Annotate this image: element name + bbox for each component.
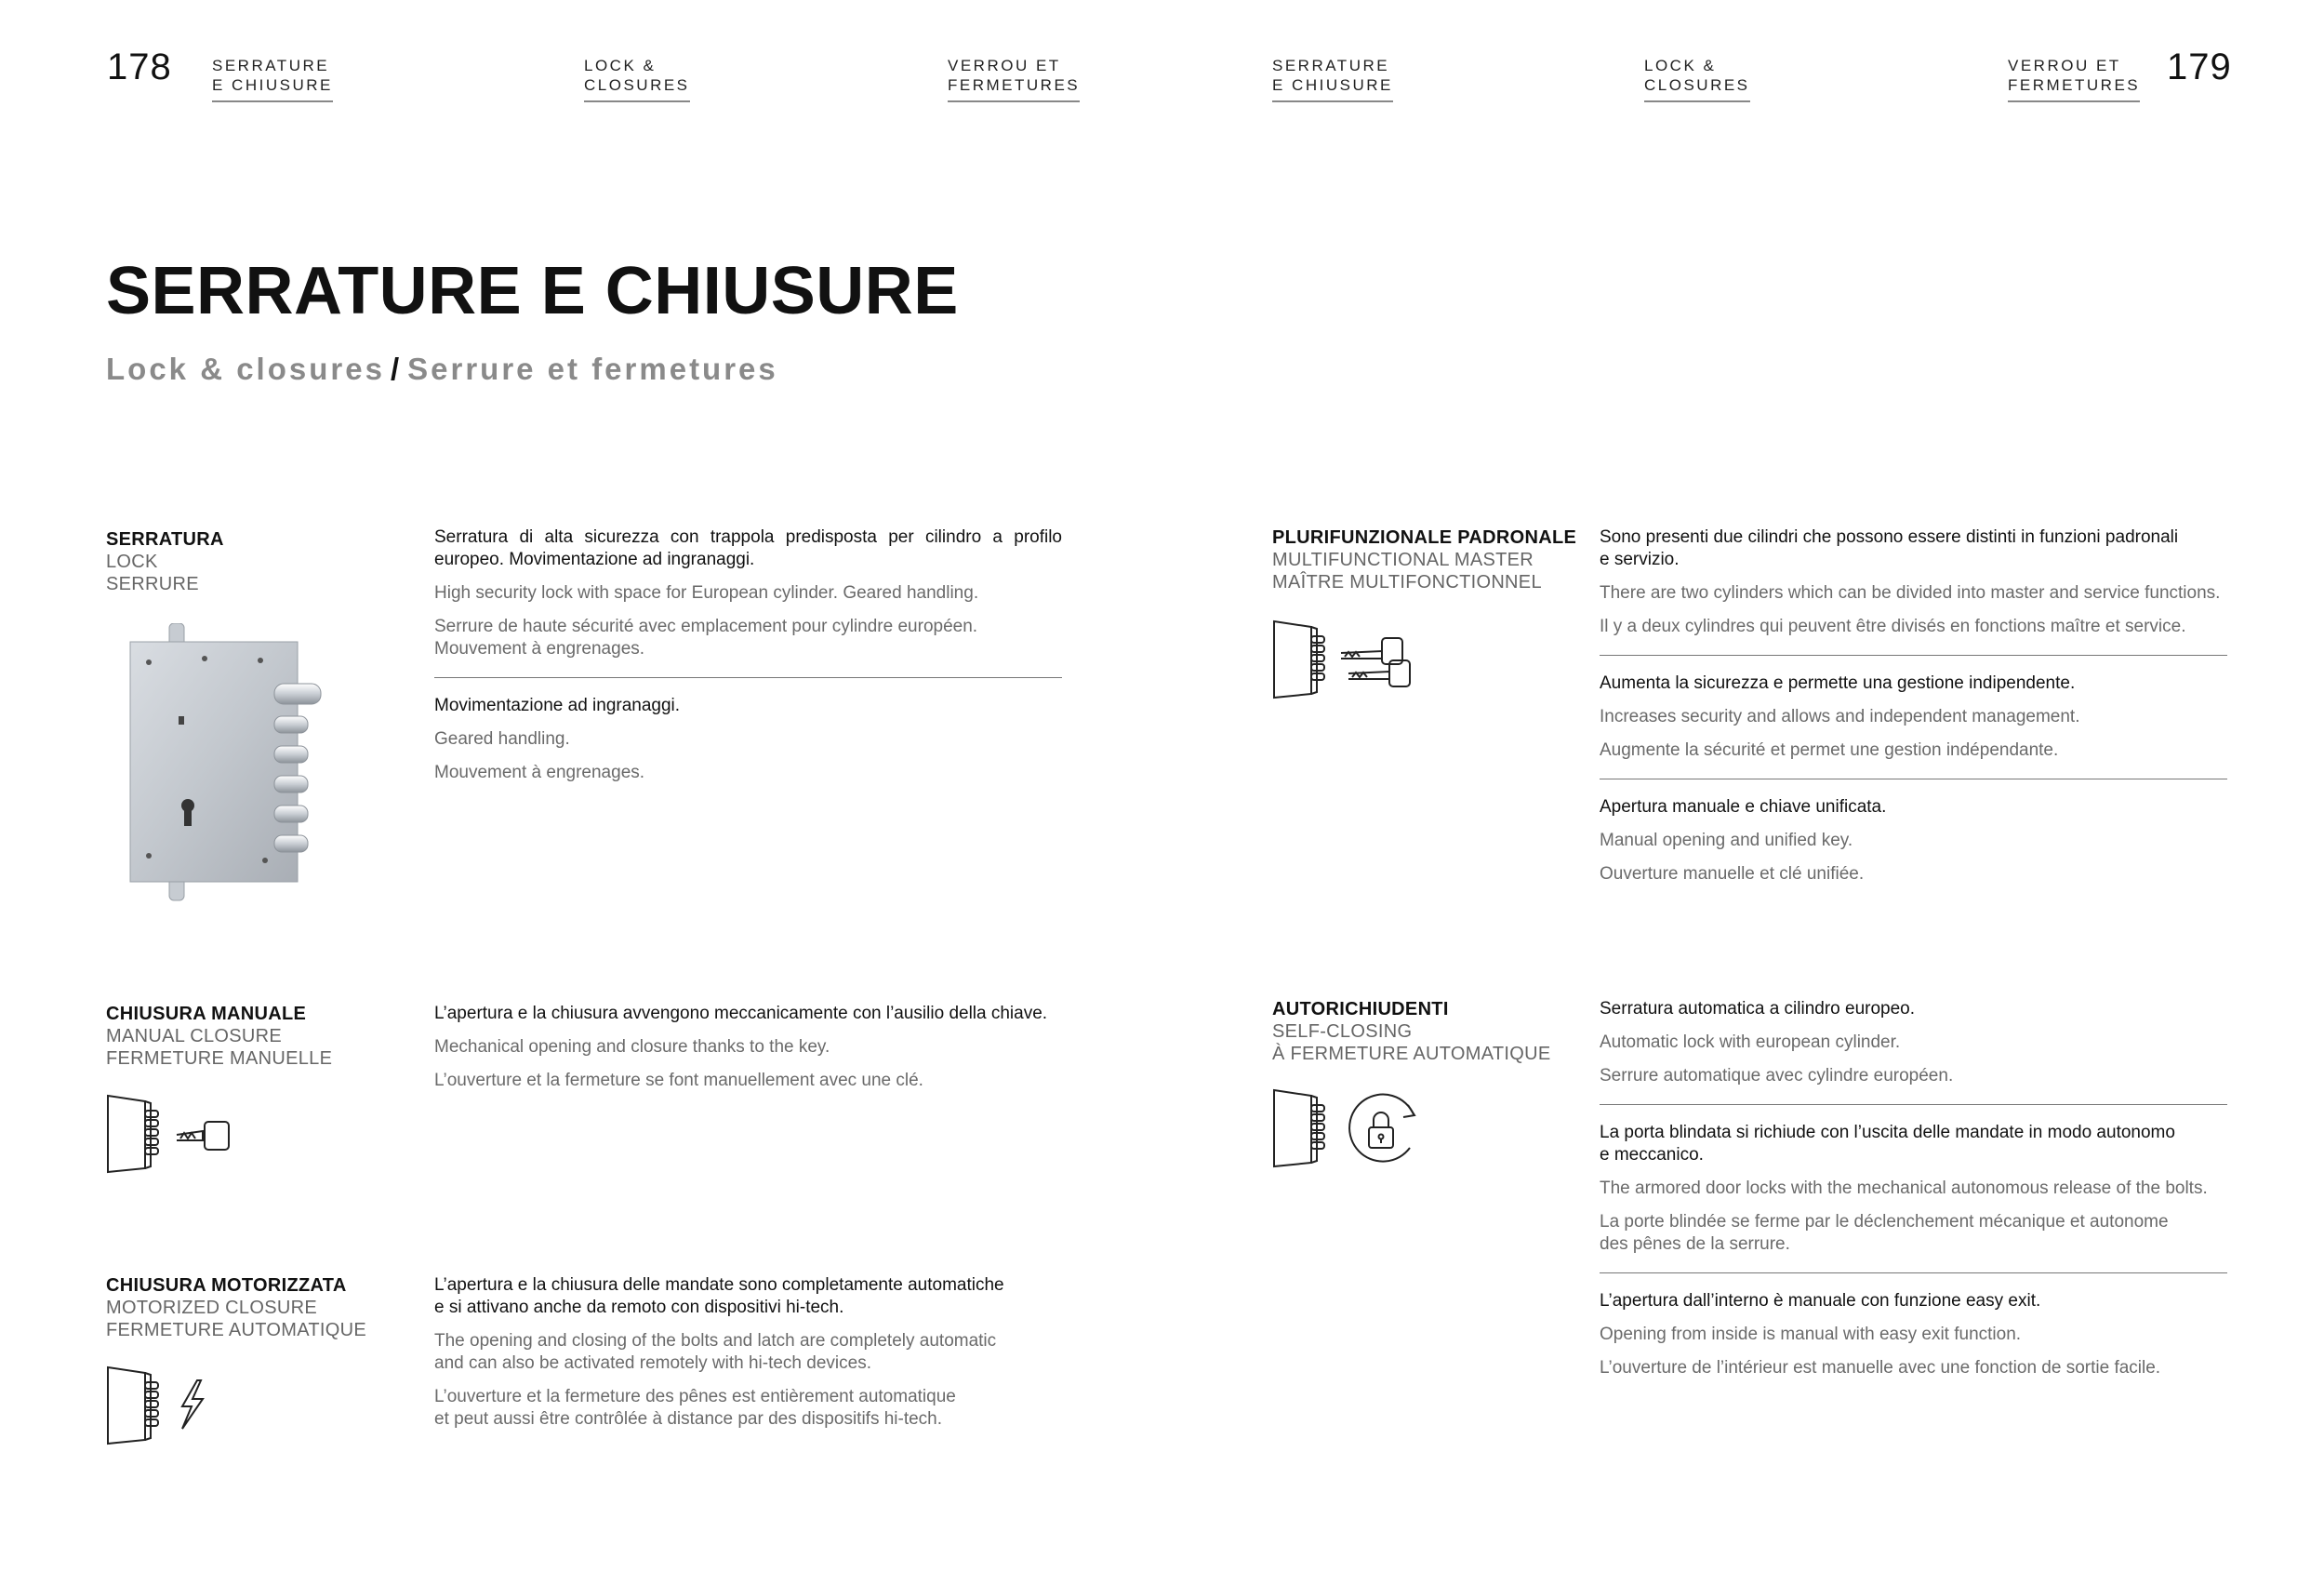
page-subtitle: Lock & closures / Serrure et fermetures — [106, 352, 778, 386]
serratura-label: SERRATURA LOCK SERRURE — [106, 529, 224, 594]
lock-product-image — [112, 623, 363, 902]
nav-link-verrou-left[interactable]: VERROU ET FERMETURES — [948, 56, 1080, 102]
self-closing-padlock-icon — [1270, 1086, 1428, 1170]
chiusura-motorizzata-text: L’apertura e la chiusura delle mandate sono completamente automatiche e si attivano anche da remoto con dispositivi hi-tech. The opening and closing of the bolts and latch are completely automatic and can also be activated remotely with hi-tech devices. L’ouverture et la fermeture des pênes est entièrement automatique et peut aussi être contrôlée à distance par des dispositifs hi-tech. — [434, 1275, 1004, 1429]
nav-link-lock-left[interactable]: LOCK & CLOSURES — [584, 56, 690, 102]
chiusura-motorizzata-label: CHIUSURA MOTORIZZATA MOTORIZED CLOSURE FERMETURE AUTOMATIQUE — [106, 1275, 367, 1340]
nav-link-serrature-left[interactable]: SERRATURE E CHIUSURE — [212, 56, 333, 102]
autorichiudenti-label: AUTORICHIUDENTI SELF-CLOSING À FERMETURE AUTOMATIQUE — [1272, 999, 1551, 1064]
nav-link-serrature-right[interactable]: SERRATURE E CHIUSURE — [1272, 56, 1393, 102]
plurifunzionale-label: PLURIFUNZIONALE PADRONALE MULTIFUNCTIONAL MASTER MAÎTRE MULTIFONCTIONNEL — [1272, 527, 1577, 593]
nav-link-verrou-right[interactable]: VERROU ET FERMETURES — [2008, 56, 2140, 102]
serratura-text: Serratura di alta sicurezza con trappola predisposta per cilindro a profilo europeo. Movimentazione ad ingranaggi. High security lock with space for European cylinder. Geared handling. Serrure de haute sécurité avec emplacement pour cylindre européen. Mouvement à engrenages. Movimentazione ad ingranaggi. Geared handling. Mouvement à engrenages. — [434, 527, 1062, 782]
nav-link-lock-right[interactable]: LOCK & CLOSURES — [1644, 56, 1750, 102]
autorichiudenti-text: Serratura automatica a cilindro europeo. Automatic lock with european cylinder. Serrure automatique avec cylindre européen. La porta blindata si richiude con l’uscita delle mandate in modo autonomo e meccanico. The armored door locks with the mechanical autonomous release of the bolts. La porte blindée se ferme par le déclenchement mécanique et autonome des pênes de la serrure. L’apertura dall’interno è manuale con funzione easy exit. Opening from inside is manual with easy exit function. L’ouverture de l’intérieur est manuelle avec une fonction de sortie facile. — [1600, 998, 2227, 1396]
page-number-right: 179 — [2167, 47, 2232, 87]
page-title: SERRATURE E CHIUSURE — [106, 254, 959, 328]
chiusura-manuale-label: CHIUSURA MANUALE MANUAL CLOSURE FERMETURE MANUELLE — [106, 1004, 333, 1069]
plurifunzionale-text: Sono presenti due cilindri che possono essere distinti in funzioni padronali e servizio. There are two cylinders which can be divided into master and service functions. Il y a deux cylindres qui peuvent être divisés en fonctions maître et service. Aumenta la sicurezza e permette una gestione indipendente. Increases security and allows and independent management. Augmente la sécurité et permet une gestion indépendante. Apertura manuale e chiave unificata. Manual opening and unified key. Ouverture manuelle et clé unifiée. — [1600, 526, 2227, 902]
motorized-lightning-icon — [104, 1364, 216, 1447]
two-keys-icon — [1270, 618, 1419, 701]
page-number-left: 178 — [107, 47, 172, 87]
chiusura-manuale-text: L’apertura e la chiusura avvengono meccanicamente con l’ausilio della chiave. Mechanical opening and closure thanks to the key. L’ouverture et la fermeture se font manuellement avec une clé. — [434, 1004, 1048, 1090]
manual-key-icon — [104, 1092, 244, 1176]
